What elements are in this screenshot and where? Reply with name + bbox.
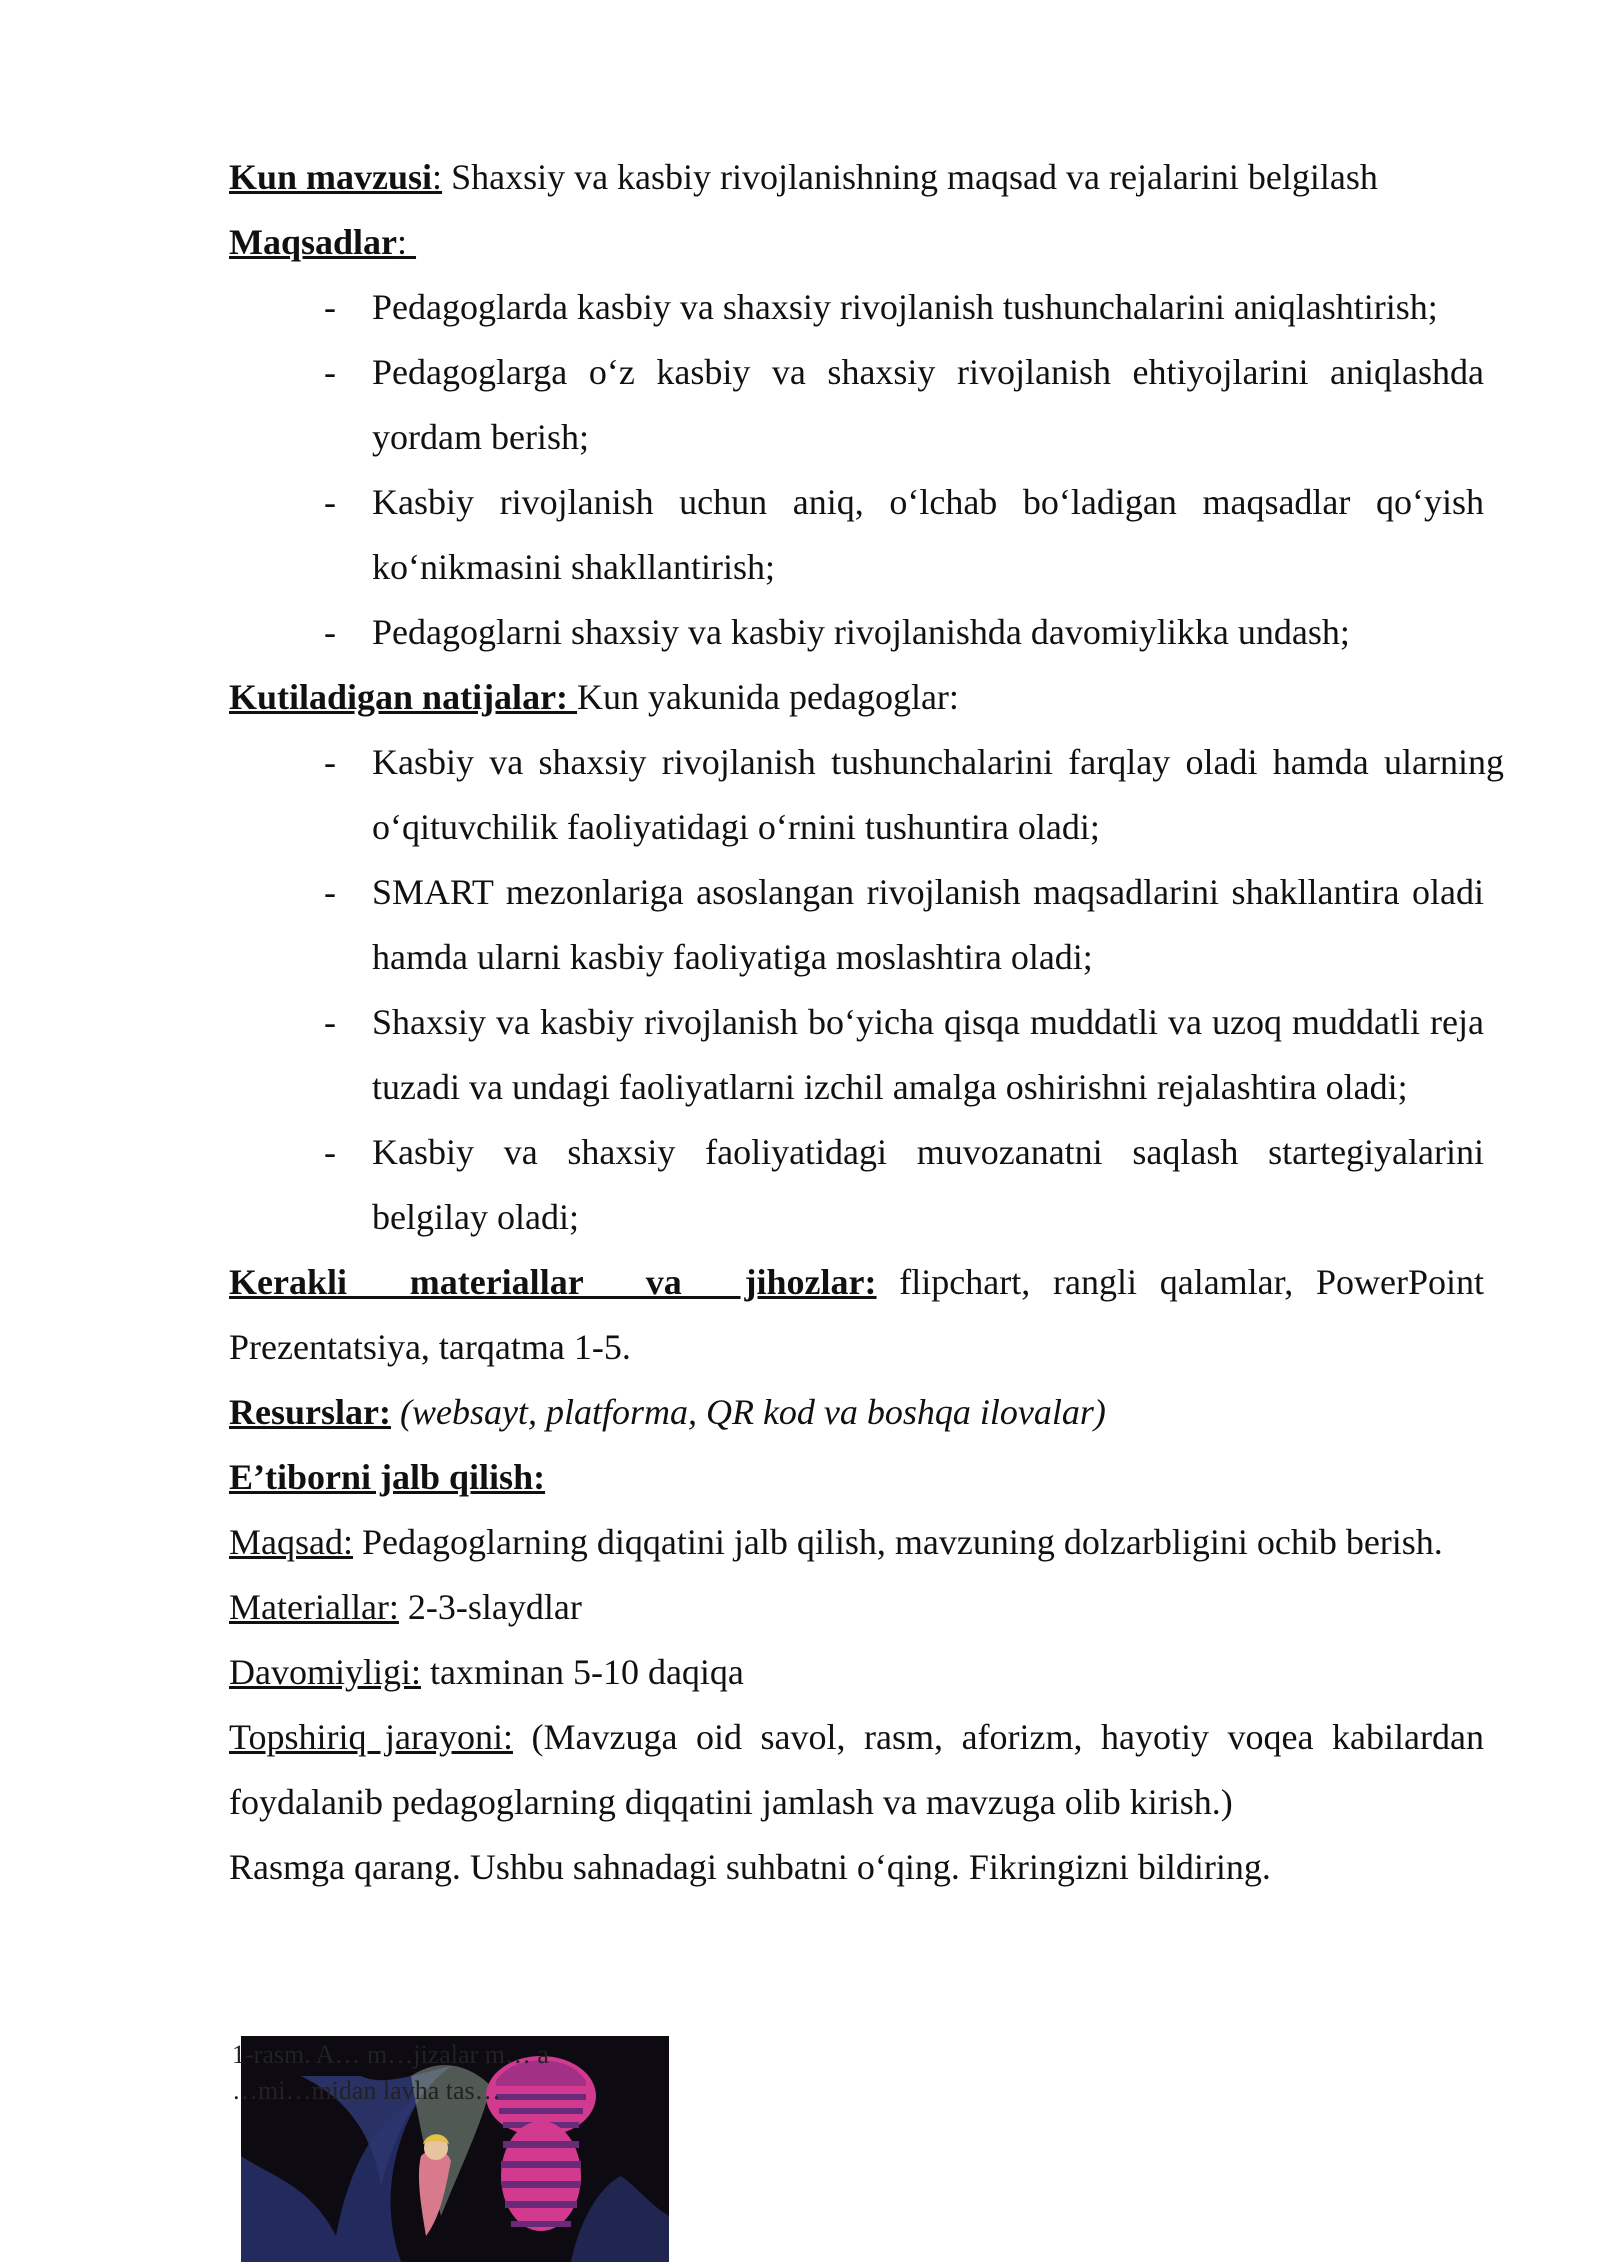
slides-text: 2-3-slaydlar — [398, 1587, 582, 1627]
day-topic-colon: : — [432, 157, 443, 197]
list-item: - Pedagoglarni shaxsiy va kasbiy rivojlanishda davomiylikka undash; — [229, 600, 1484, 665]
list-item: - Pedagoglarda kasbiy va shaxsiy rivojlanish tushunchalarini aniqlashtirish; — [229, 275, 1484, 340]
figure-caption-line-1: 1-rasm. A… m…jizalar m… a — [232, 2040, 549, 2069]
goal-line — [229, 1510, 1484, 1575]
goals-label: Maqsadlar — [229, 222, 398, 262]
outcomes-list — [229, 730, 1504, 1250]
outcomes-label: Kutiladigan natijalar: — [229, 677, 578, 717]
list-item: - SMART mezonlariga asoslangan rivojlanish maqsadlarini shakllantira oladi hamda ularni kasbiy faoliyatiga moslashtira oladi; — [229, 860, 1484, 990]
list-item: - Kasbiy va shaxsiy faoliyatidagi muvozanatni saqlash startegiyalarini belgilay oladi; — [229, 1120, 1484, 1250]
task-process-line — [229, 1705, 1484, 1835]
task-process-text: (Mavzuga oid savol, rasm, aforizm, hayotiy voqea kabilardan foydalanib pedagoglarning diqqatini jamlash va mavzuga olib kirish.) — [229, 1717, 1484, 1822]
goal-label: Maqsad: — [229, 1522, 353, 1562]
duration-line — [229, 1640, 1484, 1705]
look-at-picture-line — [229, 1835, 1484, 1900]
day-topic — [229, 145, 1484, 210]
materials-line — [229, 1250, 1484, 1380]
goals-heading: Maqsadlar: — [229, 222, 417, 262]
materials-text: flipchart, rangli qalamlar, PowerPoint Prezentatsiya, tarqatma 1-5. — [229, 1262, 1484, 1367]
list-item: - Shaxsiy va kasbiy rivojlanish bo‘yicha qisqa muddatli va uzoq muddatli reja tuzadi va undagi faoliyatlarni izchil amalga oshirishni rejalashtira oladi; — [229, 990, 1484, 1120]
day-topic-label: Kun mavzusi — [229, 157, 433, 197]
figure-caption-line-2: …mi…midan lavha tas… — [232, 2076, 501, 2105]
list-item: - Pedagoglarga o‘z kasbiy va shaxsiy rivojlanish ehtiyojlarini aniqlashda yordam berish; — [229, 340, 1484, 470]
resources-text: (websayt, platforma, QR kod va boshqa ilovalar) — [399, 1392, 1106, 1432]
goal-text: Pedagoglarning diqqatini jalb qilish, mavzuning dolzarbligini ochib berish. — [352, 1522, 1443, 1562]
list-item: - Kasbiy rivojlanish uchun aniq, o‘lchab bo‘ladigan maqsadlar qo‘yish ko‘nikmasini shakllantirish; — [229, 470, 1484, 600]
outcomes-text: Kun yakunida pedagoglar: — [577, 677, 959, 717]
slides-label: Materiallar: — [229, 1587, 399, 1627]
outcomes-heading — [229, 665, 1484, 730]
day-topic-text: Shaxsiy va kasbiy rivojlanishning maqsad va rejalarini belgilash — [442, 157, 1378, 197]
figure-caption — [232, 2037, 692, 2109]
resources-label: Resurslar: — [229, 1392, 391, 1432]
look-at-picture-text: Rasmga qarang. Ushbu sahnadagi suhbatni o‘qing. Fikringizni bildiring. — [229, 1847, 1271, 1887]
duration-text: taxminan 5-10 daqiqa — [421, 1652, 744, 1692]
duration-label: Davomiyligi: — [229, 1652, 421, 1692]
attention-label: E’tiborni jalb qilish: — [229, 1457, 546, 1497]
slides-line — [229, 1575, 1484, 1640]
task-process-label: Topshiriq jarayoni: — [229, 1717, 513, 1757]
materials-label: Kerakli materiallar va jihozlar: — [229, 1262, 877, 1302]
document-body — [229, 145, 1504, 1900]
goals-list — [229, 275, 1484, 665]
resources-line — [229, 1380, 1484, 1445]
attention-heading — [229, 1445, 1484, 1510]
list-item: - Kasbiy va shaxsiy rivojlanish tushunchalarini farqlay oladi hamda ularning o‘qituvchilik faoliyatidagi o‘rnini tushuntira oladi; — [229, 730, 1504, 860]
